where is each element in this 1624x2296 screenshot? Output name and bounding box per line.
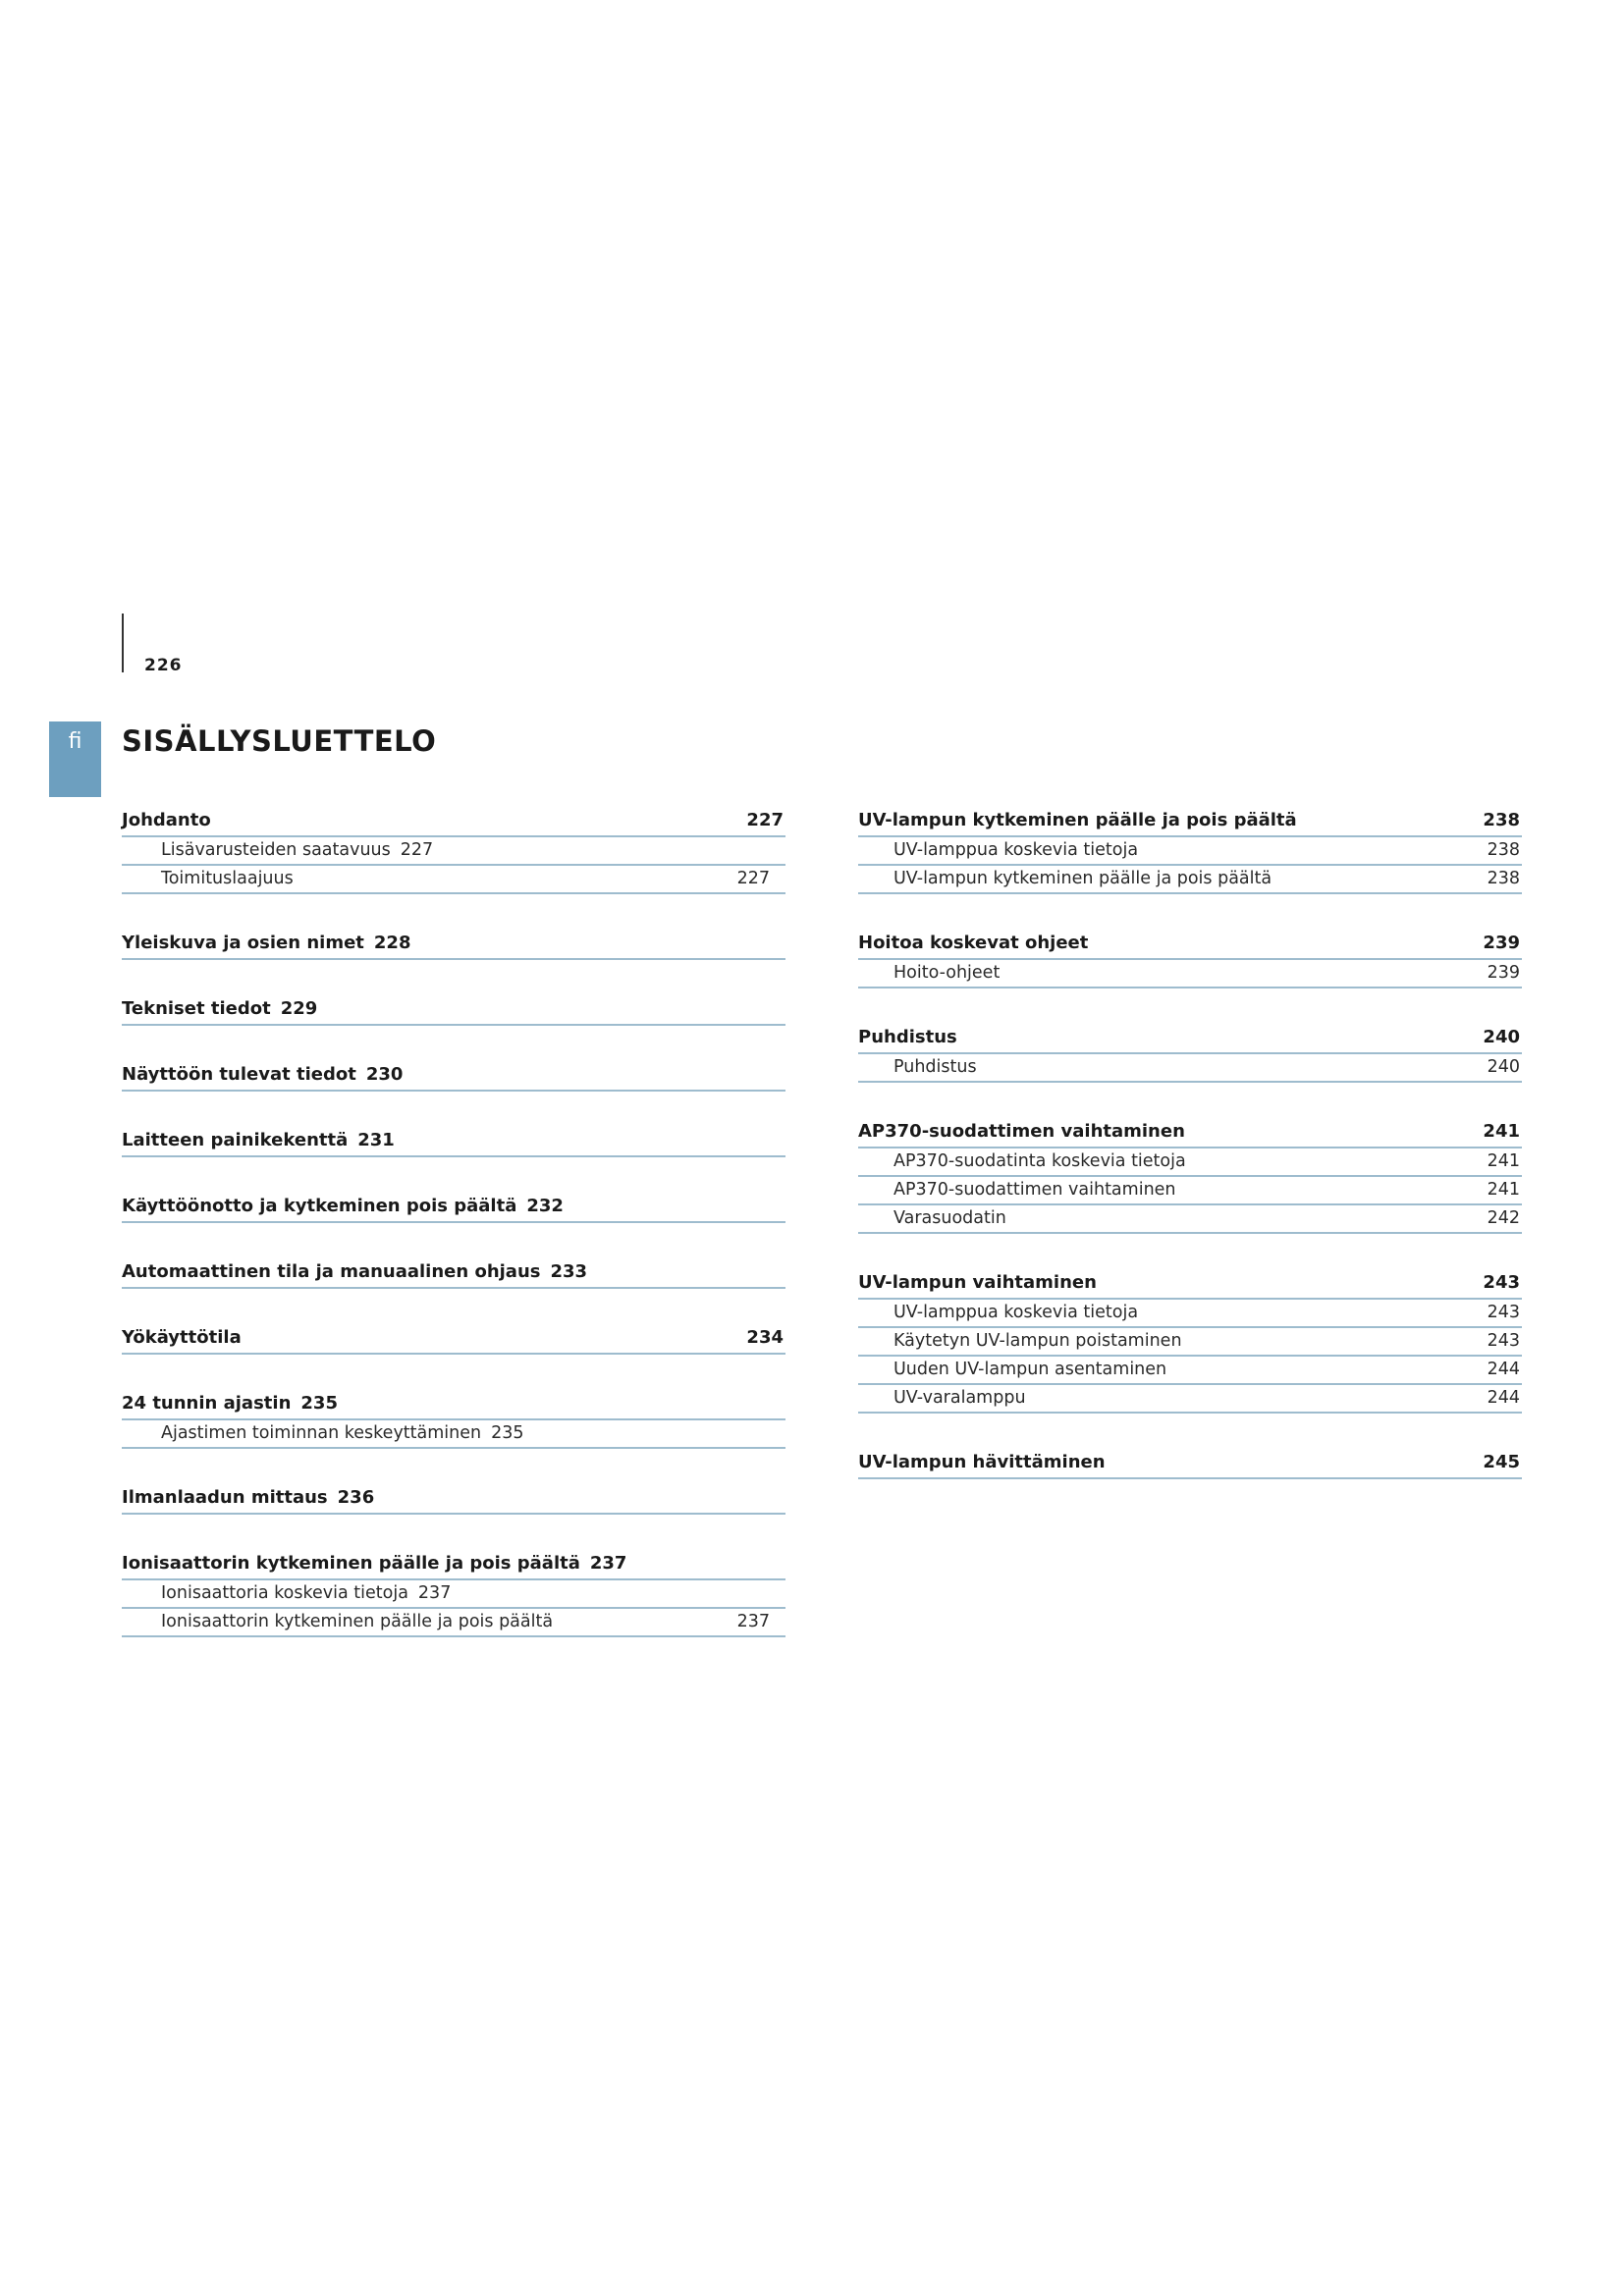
toc-entry-page: 239 bbox=[1487, 963, 1520, 983]
toc-subentry[interactable] bbox=[858, 960, 1522, 988]
toc-entry-page: 243 bbox=[1487, 1303, 1520, 1322]
toc-entry-page: 240 bbox=[1487, 1057, 1520, 1077]
toc-section bbox=[858, 1014, 1522, 1083]
toc-entry-page: 236 bbox=[337, 1487, 375, 1508]
toc-entry-label: UV-lampun kytkeminen päälle ja pois päältä bbox=[893, 869, 1272, 888]
toc-subentry[interactable] bbox=[858, 1357, 1522, 1385]
toc-section bbox=[122, 1117, 785, 1157]
toc-entry-page: 239 bbox=[1483, 933, 1520, 953]
toc-section bbox=[122, 1051, 785, 1092]
toc-subentry[interactable] bbox=[122, 837, 785, 866]
toc-section bbox=[858, 1259, 1522, 1414]
toc-section bbox=[858, 1108, 1522, 1234]
toc-subentry[interactable] bbox=[858, 866, 1522, 894]
toc-entry-label: Yökäyttötila bbox=[122, 1327, 242, 1348]
toc-subentry[interactable] bbox=[122, 1420, 785, 1449]
toc-entry-label: UV-lampun hävittäminen bbox=[858, 1452, 1106, 1472]
toc-section bbox=[858, 1439, 1522, 1479]
toc-entry-label: Johdanto bbox=[122, 810, 211, 830]
toc-entry-page: 238 bbox=[1487, 869, 1520, 888]
toc-entry-page: 245 bbox=[1483, 1452, 1520, 1472]
toc-entry-label: Käyttöönotto ja kytkeminen pois päältä 232 bbox=[122, 1196, 564, 1216]
toc-section bbox=[122, 1183, 785, 1223]
toc-section bbox=[858, 920, 1522, 988]
toc-section bbox=[122, 1249, 785, 1289]
toc-section-heading[interactable] bbox=[122, 1117, 785, 1157]
toc-entry-label: Hoito-ohjeet bbox=[893, 963, 1001, 983]
toc-entry-label: AP370-suodatinta koskevia tietoja bbox=[893, 1151, 1186, 1171]
toc-section bbox=[122, 920, 785, 960]
toc-entry-label: Varasuodatin bbox=[893, 1208, 1006, 1228]
toc-entry-label: AP370-suodattimen vaihtaminen bbox=[858, 1121, 1185, 1142]
toc-entry-label: Laitteen painikekenttä 231 bbox=[122, 1130, 395, 1150]
toc-entry-page: 235 bbox=[491, 1423, 524, 1443]
toc-entry-page: 244 bbox=[1487, 1360, 1520, 1379]
toc-entry-page: 227 bbox=[746, 810, 784, 830]
toc-section-heading[interactable] bbox=[122, 1380, 785, 1420]
toc-subentry[interactable] bbox=[858, 1205, 1522, 1234]
toc-section bbox=[122, 1540, 785, 1637]
toc-entry-label: Toimituslaajuus bbox=[161, 869, 294, 888]
toc-entry-label: Puhdistus bbox=[858, 1027, 957, 1047]
toc-section bbox=[122, 1380, 785, 1449]
toc-section-heading[interactable] bbox=[122, 1249, 785, 1289]
toc-subentry[interactable] bbox=[122, 866, 785, 894]
toc-entry-page: 238 bbox=[1483, 810, 1520, 830]
toc-entry-label: Lisävarusteiden saatavuus 227 bbox=[161, 840, 434, 860]
toc-subentry[interactable] bbox=[858, 1148, 1522, 1177]
toc-entry-label: Ionisaattoria koskevia tietoja 237 bbox=[161, 1583, 452, 1603]
toc-section-heading[interactable] bbox=[122, 1314, 785, 1355]
toc-entry-page: 230 bbox=[365, 1064, 404, 1085]
toc-entry-page: 243 bbox=[1483, 1272, 1520, 1293]
toc-section-heading[interactable] bbox=[858, 1108, 1522, 1148]
toc-entry-label: Käytetyn UV-lampun poistaminen bbox=[893, 1331, 1182, 1351]
toc-section-heading[interactable] bbox=[122, 1183, 785, 1223]
toc-entry-label: Ionisaattorin kytkeminen päälle ja pois päältä bbox=[161, 1612, 554, 1631]
toc-entry-label: Hoitoa koskevat ohjeet bbox=[858, 933, 1089, 953]
toc-entry-page: 241 bbox=[1483, 1121, 1520, 1142]
toc-section-heading[interactable] bbox=[122, 1051, 785, 1092]
toc-section bbox=[122, 986, 785, 1026]
toc-subentry[interactable] bbox=[122, 1580, 785, 1609]
toc-entry-label: Ajastimen toiminnan keskeyttäminen 235 bbox=[161, 1423, 524, 1443]
toc-entry-label: UV-lamppua koskevia tietoja bbox=[893, 1303, 1139, 1322]
toc-entry-label: Puhdistus bbox=[893, 1057, 977, 1077]
toc-entry-page: 237 bbox=[736, 1612, 770, 1631]
toc-right-column bbox=[858, 797, 1522, 1505]
toc-section-heading[interactable] bbox=[858, 1259, 1522, 1300]
toc-entry-page: 241 bbox=[1487, 1151, 1520, 1171]
toc-entry-page: 229 bbox=[280, 998, 318, 1019]
toc-section-heading[interactable] bbox=[858, 1014, 1522, 1054]
toc-entry-label: Tekniset tiedot 229 bbox=[122, 998, 318, 1019]
toc-subentry[interactable] bbox=[858, 1385, 1522, 1414]
toc-section bbox=[858, 797, 1522, 894]
toc-entry-label: Näyttöön tulevat tiedot 230 bbox=[122, 1064, 404, 1085]
toc-title: SISÄLLYSLUETTELO bbox=[122, 724, 437, 758]
toc-subentry[interactable] bbox=[858, 837, 1522, 866]
toc-entry-label: UV-lampun kytkeminen päälle ja pois päältä bbox=[858, 810, 1297, 830]
page-number: 226 bbox=[144, 656, 183, 675]
toc-entry-page: 237 bbox=[589, 1553, 627, 1574]
toc-section-heading[interactable] bbox=[122, 920, 785, 960]
toc-entry-page: 227 bbox=[400, 840, 434, 860]
toc-left-column bbox=[122, 797, 785, 1663]
toc-entry-label: Uuden UV-lampun asentaminen bbox=[893, 1360, 1167, 1379]
toc-entry-page: 232 bbox=[526, 1196, 564, 1216]
toc-entry-page: 233 bbox=[550, 1261, 588, 1282]
toc-section bbox=[122, 797, 785, 894]
toc-section-heading[interactable] bbox=[122, 1474, 785, 1515]
language-tab: fi bbox=[49, 721, 101, 797]
toc-entry-page: 234 bbox=[746, 1327, 784, 1348]
toc-entry-label: Yleiskuva ja osien nimet 228 bbox=[122, 933, 411, 953]
toc-entry-page: 237 bbox=[417, 1583, 452, 1603]
toc-entry-page: 244 bbox=[1487, 1388, 1520, 1408]
toc-entry-label: Automaattinen tila ja manuaalinen ohjaus 233 bbox=[122, 1261, 588, 1282]
toc-entry-label: Ionisaattorin kytkeminen päälle ja pois päältä 237 bbox=[122, 1553, 627, 1574]
toc-subentry[interactable] bbox=[858, 1054, 1522, 1083]
toc-section-heading[interactable] bbox=[858, 797, 1522, 837]
toc-section-heading[interactable] bbox=[122, 986, 785, 1026]
toc-entry-label: 24 tunnin ajastin 235 bbox=[122, 1393, 338, 1414]
toc-entry-label: UV-varalamppu bbox=[893, 1388, 1026, 1408]
header-rule bbox=[122, 614, 124, 672]
toc-entry-page: 243 bbox=[1487, 1331, 1520, 1351]
toc-entry-page: 227 bbox=[736, 869, 770, 888]
toc-entry-label: Ilmanlaadun mittaus 236 bbox=[122, 1487, 375, 1508]
toc-entry-page: 238 bbox=[1487, 840, 1520, 860]
toc-section-heading[interactable] bbox=[122, 1540, 785, 1580]
toc-section-heading[interactable] bbox=[858, 1439, 1522, 1479]
toc-section-heading[interactable] bbox=[122, 797, 785, 837]
toc-section-heading[interactable] bbox=[858, 920, 1522, 960]
toc-entry-page: 241 bbox=[1487, 1180, 1520, 1200]
toc-entry-page: 231 bbox=[357, 1130, 395, 1150]
toc-entry-label: UV-lamppua koskevia tietoja bbox=[893, 840, 1139, 860]
toc-entry-page: 228 bbox=[373, 933, 411, 953]
toc-section bbox=[122, 1314, 785, 1355]
toc-subentry[interactable] bbox=[858, 1328, 1522, 1357]
toc-subentry[interactable] bbox=[858, 1177, 1522, 1205]
toc-entry-label: UV-lampun vaihtaminen bbox=[858, 1272, 1097, 1293]
toc-entry-page: 242 bbox=[1487, 1208, 1520, 1228]
toc-entry-page: 240 bbox=[1483, 1027, 1520, 1047]
toc-subentry[interactable] bbox=[858, 1300, 1522, 1328]
toc-entry-label: AP370-suodattimen vaihtaminen bbox=[893, 1180, 1176, 1200]
toc-subentry[interactable] bbox=[122, 1609, 785, 1637]
toc-section bbox=[122, 1474, 785, 1515]
toc-entry-page: 235 bbox=[300, 1393, 338, 1414]
